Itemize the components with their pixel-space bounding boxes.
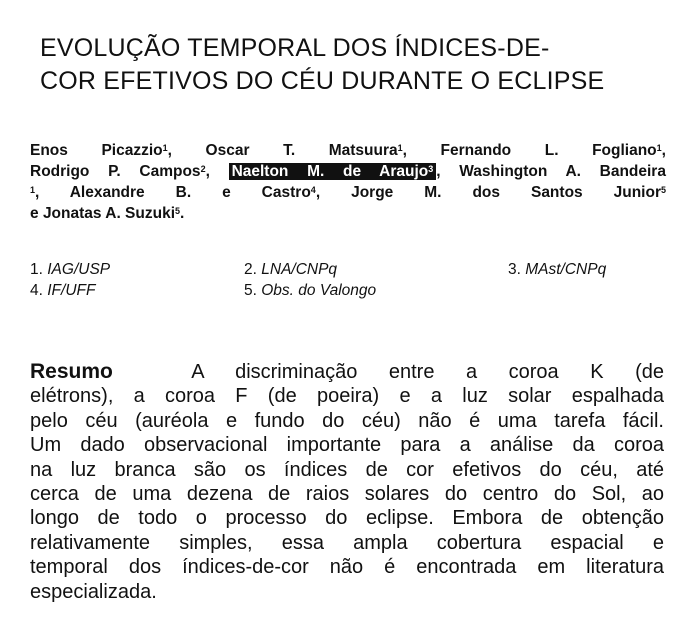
- author-name: Jorge M. dos Santos Junior: [351, 184, 661, 201]
- affiliation-number: 3.: [508, 261, 521, 278]
- affiliation-number: 5.: [244, 282, 257, 299]
- affiliation-name: IAG/USP: [47, 261, 111, 278]
- affiliation-row: [30, 260, 666, 281]
- abstract-line: longo de todo o processo do eclipse. Embora de obtenção: [30, 507, 664, 530]
- abstract-line: especializada.: [30, 580, 157, 603]
- author-line-4: e Jonatas A. Suzuki$^5$.: [30, 205, 185, 222]
- affiliation-list: [30, 260, 666, 302]
- author-affil-sup: 1: [397, 143, 403, 153]
- affiliation-item: [244, 260, 337, 280]
- author-line-3: $^1$, Alexandre B. e Castro$^4$, Jorge M. dos Santos Junior$^5$: [30, 184, 666, 201]
- author-name: Washington A. Bandeira: [459, 163, 666, 180]
- abstract-line: temporal dos índices-de-cor não é encontrada em literatura: [30, 556, 664, 579]
- abstract-line: [30, 360, 664, 384]
- affiliation-name: LNA/CNPq: [261, 261, 338, 278]
- abstract-heading: Resumo: [30, 360, 113, 383]
- paper-title: [40, 32, 670, 98]
- abstract-line: na luz branca são os índices de cor efetivos do céu, até: [30, 458, 664, 481]
- affiliation-item: [30, 260, 110, 280]
- affiliation-name: MAst/CNPq: [525, 261, 607, 278]
- author-affil-sup: 1: [162, 143, 168, 153]
- abstract-line: Um dado observacional importante para a análise da coroa: [30, 434, 664, 457]
- author-line-2: Rodrigo P. Campos$^2$, Naelton M. de Araujo$^3$ , Washington A. Bandeira: [30, 163, 666, 180]
- affiliation-item: [244, 281, 376, 301]
- affiliation-row: [30, 281, 666, 302]
- affiliation-number: 2.: [244, 261, 257, 278]
- author-affil-sup: 3: [428, 164, 434, 174]
- author-list: [30, 140, 666, 224]
- author-name: Rodrigo P. Campos: [30, 163, 201, 180]
- affiliation-item: [30, 281, 95, 301]
- affiliation-item: [508, 260, 606, 280]
- abstract-line: relativamente simples, essa ampla cobertura espacial e: [30, 531, 664, 554]
- author-name: Alexandre B. e Castro: [69, 184, 311, 201]
- author-affil-sup: 1: [656, 143, 662, 153]
- affiliation-name: Obs. do Valongo: [261, 282, 377, 299]
- author-affil-sup: 4: [310, 185, 316, 195]
- affiliation-name: IF/UFF: [47, 282, 96, 299]
- author-name: Jonatas A. Suzuki: [42, 205, 176, 222]
- author-affil-sup: 2: [200, 164, 206, 174]
- author-name: Enos Picazzio: [30, 142, 163, 159]
- affiliation-number: 4.: [30, 282, 43, 299]
- author-name: Naelton M. de Araujo: [231, 163, 429, 180]
- affiliation-number: 1.: [30, 261, 43, 278]
- author-conjunction: e: [30, 205, 39, 222]
- author-line-1: Enos Picazzio$^1$, Oscar T. Matsuura$^1$, Fernando L. Fogliano$^1$,: [30, 142, 666, 159]
- author-affil-sup: 5: [175, 206, 181, 216]
- abstract-line: elétrons), a coroa F (de poeira) e a luz solar espalhada: [30, 385, 664, 408]
- author-name: Fernando L. Fogliano: [440, 142, 657, 159]
- highlighted-author: [229, 163, 437, 180]
- author-name: Oscar T. Matsuura: [205, 142, 398, 159]
- title-line-1: EVOLUÇÃO TEMPORAL DOS ÍNDICES-DE-: [40, 34, 550, 62]
- author-affil-sup: 5: [660, 185, 666, 195]
- abstract-line: cerca de uma dezena de raios solares do centro do Sol, ao: [30, 483, 664, 506]
- abstract-line: pelo céu (auréola e fundo do céu) não é uma tarefa fácil.: [30, 409, 664, 432]
- author-affil-sup: 1: [30, 185, 36, 195]
- title-line-2: COR EFETIVOS DO CÉU DURANTE O ECLIPSE: [40, 67, 605, 95]
- abstract: [30, 360, 664, 604]
- abstract-text: A discriminação entre a coroa K (de: [191, 361, 665, 383]
